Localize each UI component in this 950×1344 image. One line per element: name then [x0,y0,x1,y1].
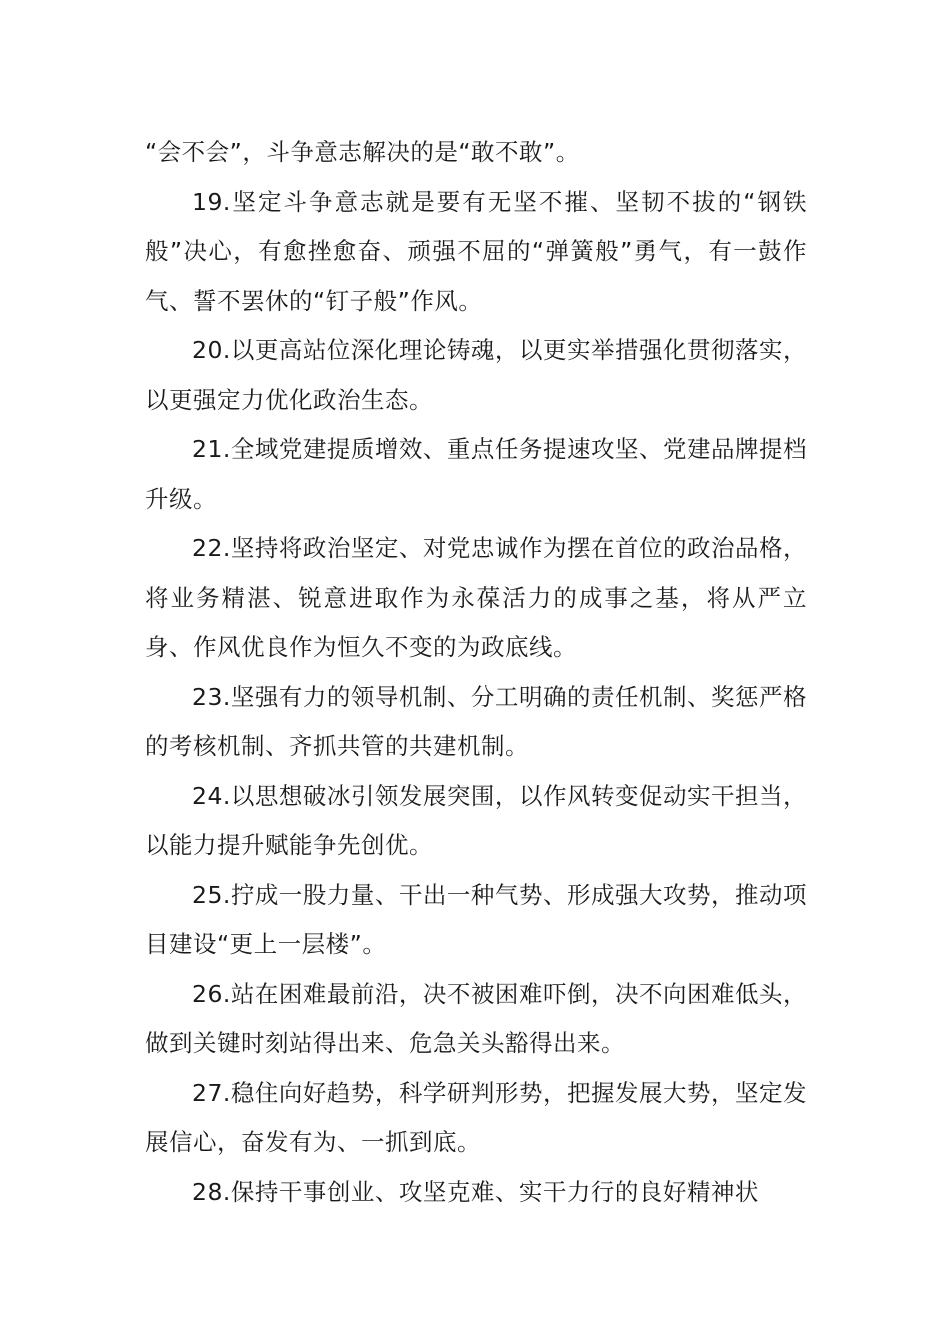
paragraph-28: 28.保持干事创业、攻坚克难、实干力行的良好精神状 [192,1177,759,1206]
paragraph-24: 24.以思想破冰引领发展突围，以作风转变促动实干担当，以能力提升赋能争先创优。 [145,781,807,859]
paragraph-21: 21.全域党建提质增效、重点任务提速攻坚、党建品牌提档升级。 [145,435,807,513]
paragraph-26: 26.站在困难最前沿，决不被困难吓倒，决不向困难低头，做到关键时刻站得出来、危急关头豁得出来。 [145,979,807,1057]
document-body [145,128,807,1217]
paragraph-27: 27.稳住向好趋势，科学研判形势，把握发展大势，坚定发展信心，奋发有为、一抓到底。 [145,1078,807,1156]
paragraph-23: 23.坚强有力的领导机制、分工明确的责任机制、奖惩严格的考核机制、齐抓共管的共建机制。 [145,682,807,760]
paragraph-25: 25.拧成一股力量、干出一种气势、形成强大攻势，推动项目建设“更上一层楼”。 [145,880,807,958]
paragraph-22: 22.坚持将政治坚定、对党忠诚作为摆在首位的政治品格，将业务精湛、锐意进取作为永葆活力的成事之基，将从严立身、作风优良作为恒久不变的为政底线。 [145,534,807,661]
paragraph-continuation: “会不会”，斗争意志解决的是“敢不敢”。 [145,138,580,166]
paragraph-20: 20.以更高站位深化理论铸魂，以更实举措强化贯彻落实，以更强定力优化政治生态。 [145,336,807,414]
paragraph-19: 19.坚定斗争意志就是要有无坚不摧、坚韧不拔的“钢铁般”决心，有愈挫愈奋、顽强不屈的“弹簧般”勇气，有一鼓作气、誓不罢休的“钉子般”作风。 [145,187,807,315]
